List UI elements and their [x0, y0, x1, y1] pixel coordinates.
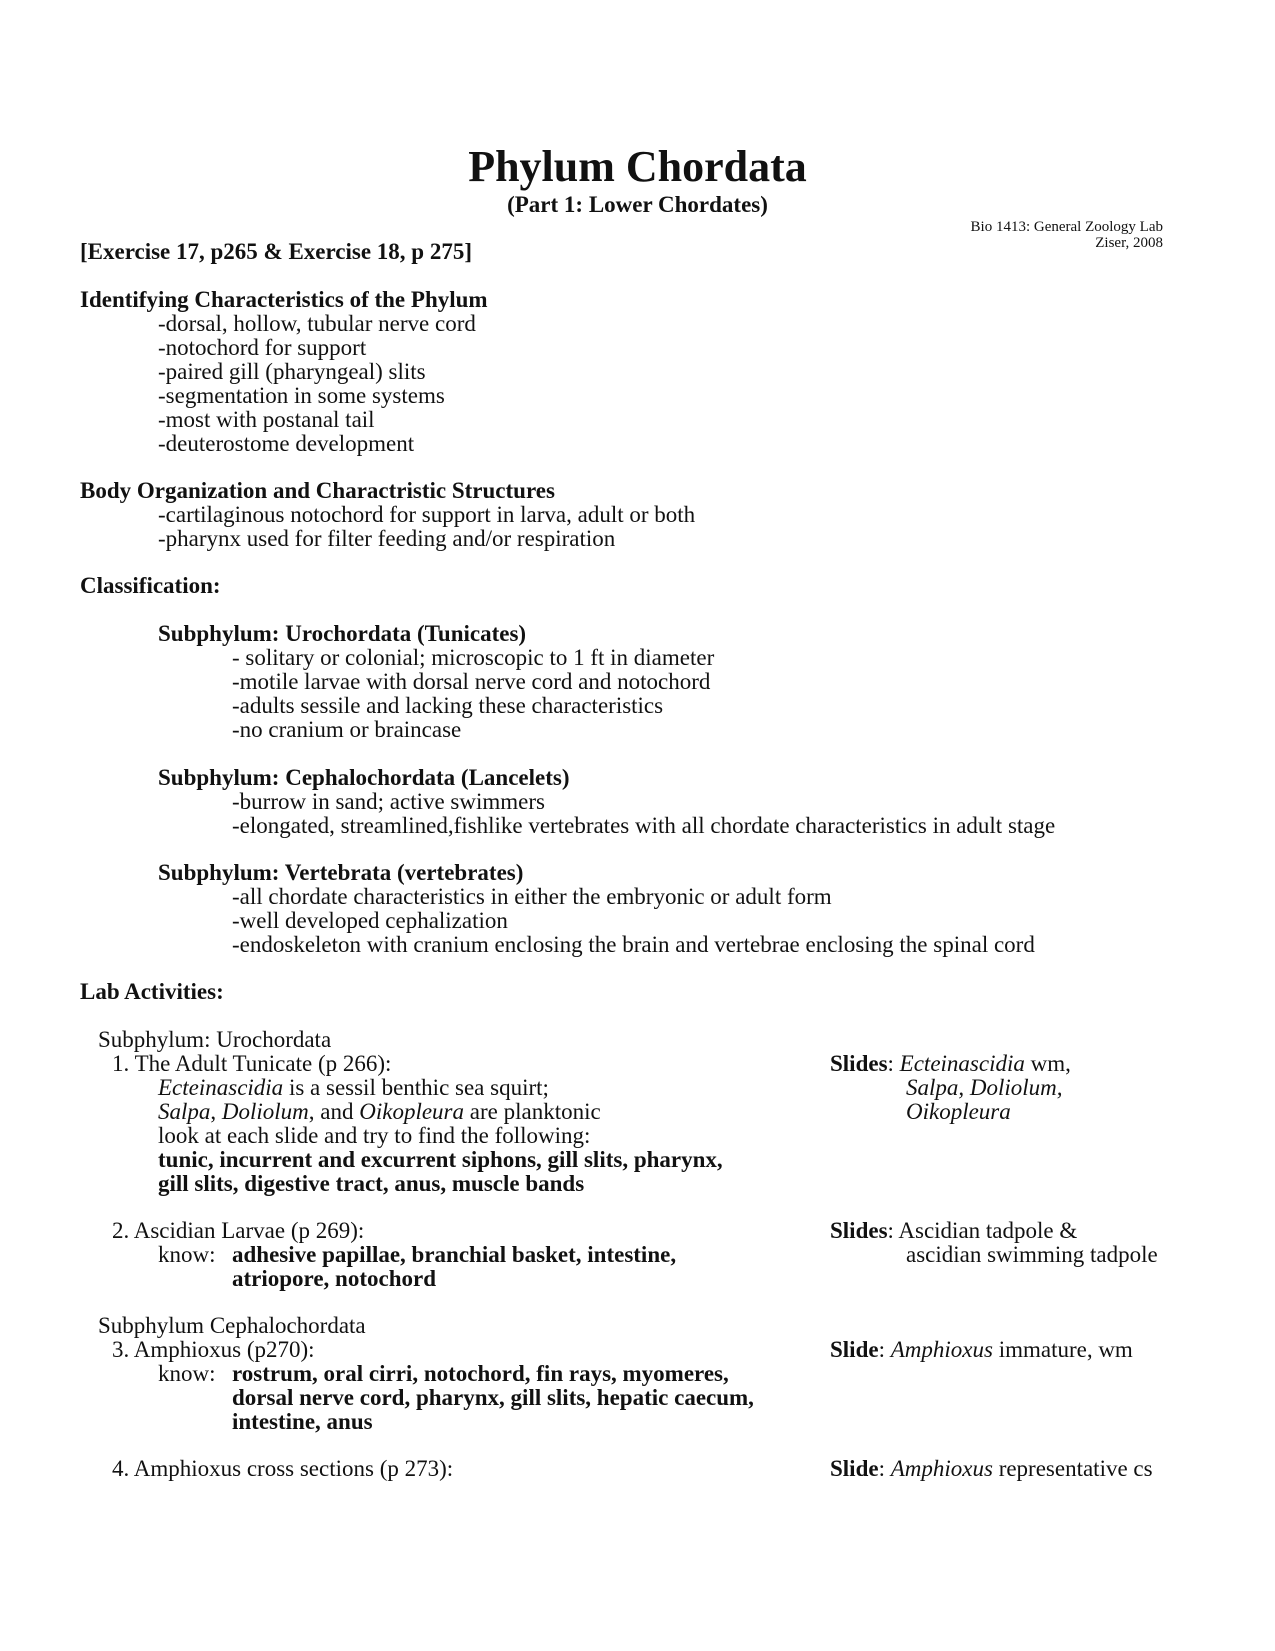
text-span: : Ascidian tadpole &	[887, 1218, 1078, 1243]
body-organization-heading: Body Organization and Charactristic Structures	[80, 478, 555, 503]
characteristic-item: -paired gill (pharyngeal) slits	[158, 359, 426, 384]
page-title: Phylum Chordata	[468, 142, 807, 191]
activity-2-slides-line-2: ascidian swimming tadpole	[906, 1242, 1158, 1267]
activity-4-slide	[830, 1457, 1153, 1481]
text-span: are planktonic	[464, 1099, 601, 1124]
text-span: :	[878, 1337, 891, 1362]
characteristic-item: -dorsal, hollow, tubular nerve cord	[158, 311, 476, 336]
urochordata-item: -no cranium or braincase	[232, 717, 462, 742]
slide-label: Slide	[830, 1337, 879, 1362]
text-span: representative cs	[992, 1456, 1153, 1481]
lab-urochordata-heading: Subphylum: Urochordata	[98, 1027, 332, 1052]
subphylum-vertebrata-heading: Subphylum: Vertebrata (vertebrates)	[158, 860, 524, 885]
activity-4-title: 4. Amphioxus cross sections (p 273):	[112, 1456, 454, 1481]
genus-name: Ecteinascidia	[158, 1075, 284, 1100]
lab-activities-heading: Lab Activities:	[80, 979, 224, 1004]
course-name: Bio 1413: General Zoology Lab	[970, 219, 1163, 235]
activity-1-line-3: look at each slide and try to find the following:	[158, 1123, 591, 1148]
urochordata-item: - solitary or colonial; microscopic to 1 ft in diameter	[232, 645, 715, 670]
activity-2-title: 2. Ascidian Larvae (p 269):	[112, 1218, 365, 1243]
urochordata-item: -adults sessile and lacking these characteristics	[232, 693, 664, 718]
subphylum-cephalochordata-heading: Subphylum: Cephalochordata (Lancelets)	[158, 765, 570, 790]
vertebrata-item: -endoskeleton with cranium enclosing the brain and vertebrae enclosing the spinal cord	[232, 932, 1035, 957]
slides-label: Slides	[830, 1051, 888, 1076]
activity-3-structures: dorsal nerve cord, pharynx, gill slits, hepatic caecum,	[232, 1385, 754, 1410]
activity-1-slides-line-3: Oikopleura	[906, 1099, 1011, 1124]
genus-name: Doliolum	[221, 1099, 309, 1124]
activity-1-structures: tunic, incurrent and excurrent siphons, gill slits, pharynx,	[158, 1147, 723, 1172]
text-span: :	[878, 1456, 891, 1481]
text-span: is a sessil benthic sea squirt;	[283, 1075, 549, 1100]
activity-3-title: 3. Amphioxus (p270):	[112, 1337, 315, 1362]
genus-name: Amphioxus	[890, 1456, 993, 1481]
genus-name: Amphioxus	[890, 1337, 993, 1362]
text-span: wm,	[1024, 1051, 1071, 1076]
activity-2-slides	[830, 1219, 1077, 1243]
body-organization-item: -pharynx used for filter feeding and/or respiration	[158, 526, 616, 551]
activity-1-line-2	[158, 1100, 601, 1124]
activity-3-structures: rostrum, oral cirri, notochord, fin rays, myomeres,	[232, 1361, 729, 1386]
activity-1-slides	[830, 1052, 1071, 1076]
lab-cephalochordata-heading: Subphylum Cephalochordata	[98, 1313, 366, 1338]
activity-3-slide	[830, 1338, 1133, 1362]
subphylum-urochordata-heading: Subphylum: Urochordata (Tunicates)	[158, 621, 527, 646]
activity-1-structures: gill slits, digestive tract, anus, muscle bands	[158, 1171, 585, 1196]
genus-name: Ecteinascidia	[899, 1051, 1025, 1076]
page-subtitle: (Part 1: Lower Chordates)	[507, 192, 768, 217]
body-organization-item: -cartilaginous notochord for support in larva, adult or both	[158, 502, 696, 527]
activity-2-structures: atriopore, notochord	[232, 1266, 437, 1291]
activity-1-slides-line-2: Salpa, Doliolum,	[906, 1075, 1063, 1100]
activity-1-line-1	[158, 1076, 549, 1100]
urochordata-item: -motile larvae with dorsal nerve cord and notochord	[232, 669, 711, 694]
exercise-reference: [Exercise 17, p265 & Exercise 18, p 275]	[80, 239, 473, 264]
vertebrata-item: -well developed cephalization	[232, 908, 508, 933]
cephalochordata-item: -burrow in sand; active swimmers	[232, 789, 545, 814]
characteristic-item: -most with postanal tail	[158, 407, 375, 432]
text-span: :	[887, 1051, 900, 1076]
activity-2-know-label: know:	[158, 1242, 216, 1267]
activity-2-structures: adhesive papillae, branchial basket, intestine,	[232, 1242, 677, 1267]
text-span: , and	[308, 1099, 360, 1124]
characteristics-heading: Identifying Characteristics of the Phylum	[80, 287, 488, 312]
genus-name: Oikopleura	[359, 1099, 465, 1124]
course-info	[971, 219, 1163, 251]
characteristic-item: -segmentation in some systems	[158, 383, 445, 408]
characteristic-item: -deuterostome development	[158, 431, 415, 456]
slide-label: Slide	[830, 1456, 879, 1481]
activity-3-know-label: know:	[158, 1361, 216, 1386]
cephalochordata-item: -elongated, streamlined,fishlike vertebrates with all chordate characteristics in adult stage	[232, 813, 1056, 838]
classification-heading: Classification:	[80, 573, 221, 598]
characteristic-item: -notochord for support	[158, 335, 367, 360]
genus-name: Salpa	[158, 1099, 211, 1124]
text-span: immature, wm	[992, 1337, 1133, 1362]
slides-label: Slides	[830, 1218, 888, 1243]
activity-1-title: 1. The Adult Tunicate (p 266):	[112, 1051, 392, 1076]
text-span: ,	[210, 1099, 222, 1124]
activity-3-structures: intestine, anus	[232, 1409, 373, 1434]
vertebrata-item: -all chordate characteristics in either the embryonic or adult form	[232, 884, 832, 909]
author-year: Ziser, 2008	[1095, 235, 1163, 251]
